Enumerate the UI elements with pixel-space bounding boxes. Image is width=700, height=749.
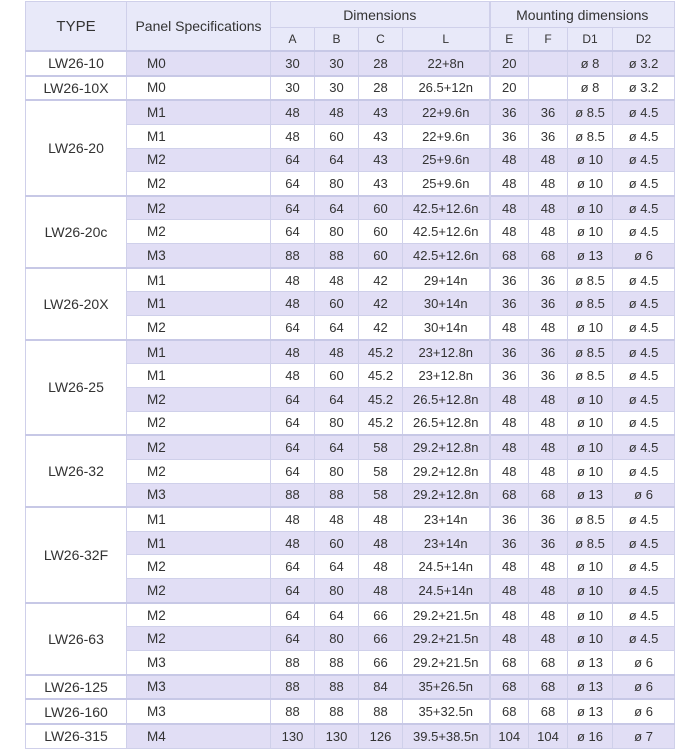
l-cell: 29.2+21.5n [403,627,490,651]
c-cell: 43 [359,100,403,124]
l-cell: 29.2+12.8n [403,459,490,483]
l-cell: 29+14n [403,268,490,292]
type-cell: LW26-10 [26,51,127,76]
f-cell: 48 [529,435,568,459]
panel-cell: M1 [127,124,271,148]
panel-cell: M4 [127,724,271,748]
panel-cell: M0 [127,76,271,101]
d2-cell: ø 4.5 [613,364,675,388]
type-header: TYPE [26,2,127,52]
c-cell: 45.2 [359,387,403,411]
e-cell: 36 [490,364,529,388]
type-cell: LW26-10X [26,76,127,101]
b-cell: 48 [315,507,359,531]
table-row [26,51,675,76]
e-cell: 68 [490,651,529,675]
panel-cell: M2 [127,555,271,579]
e-cell: 36 [490,268,529,292]
b-cell: 48 [315,268,359,292]
f-cell: 68 [529,244,568,268]
f-cell: 48 [529,603,568,627]
d2-cell: ø 4.5 [613,435,675,459]
f-cell: 48 [529,172,568,196]
e-cell: 48 [490,627,529,651]
d1-cell: ø 10 [568,316,613,340]
d1-cell: ø 13 [568,699,613,724]
c-cell: 60 [359,220,403,244]
panel-cell: M2 [127,196,271,220]
panel-cell: M1 [127,507,271,531]
panel-cell: M1 [127,531,271,555]
e-cell: 48 [490,316,529,340]
c-cell: 58 [359,459,403,483]
e-cell: 104 [490,724,529,748]
panel-cell: M2 [127,220,271,244]
d2-cell: ø 4.5 [613,124,675,148]
b-cell: 88 [315,651,359,675]
d2-cell: ø 6 [613,244,675,268]
f-cell: 48 [529,220,568,244]
e-cell: 48 [490,387,529,411]
d1-cell: ø 10 [568,459,613,483]
f-cell: 68 [529,675,568,700]
d2-cell: ø 4.5 [613,316,675,340]
a-cell: 30 [271,51,315,76]
d1-cell: ø 8.5 [568,507,613,531]
d2-cell: ø 4.5 [613,100,675,124]
b-cell: 60 [315,364,359,388]
l-cell: 42.5+12.6n [403,220,490,244]
b-cell: 48 [315,340,359,364]
a-cell: 64 [271,411,315,435]
d1-cell: ø 8.5 [568,364,613,388]
b-cell: 48 [315,100,359,124]
c-cell: 48 [359,531,403,555]
l-cell: 22+8n [403,51,490,76]
d2-cell: ø 4.5 [613,340,675,364]
b-cell: 30 [315,51,359,76]
b-cell: 80 [315,579,359,603]
c-cell: 126 [359,724,403,748]
panel-cell: M0 [127,51,271,76]
l-cell: 23+14n [403,531,490,555]
d1-cell: ø 10 [568,220,613,244]
f-cell: 48 [529,459,568,483]
l-cell: 26.5+12.8n [403,411,490,435]
c-cell: 88 [359,699,403,724]
l-cell: 35+26.5n [403,675,490,700]
f-cell: 48 [529,411,568,435]
col-a-header: A [271,28,315,52]
f-cell: 48 [529,148,568,172]
e-cell: 48 [490,411,529,435]
f-cell: 36 [529,364,568,388]
a-cell: 64 [271,220,315,244]
f-cell: 68 [529,651,568,675]
l-cell: 23+12.8n [403,364,490,388]
a-cell: 88 [271,244,315,268]
f-cell: 48 [529,579,568,603]
a-cell: 130 [271,724,315,748]
f-cell [529,51,568,76]
e-cell: 36 [490,507,529,531]
b-cell: 80 [315,172,359,196]
table-row [26,196,675,220]
c-cell: 28 [359,76,403,101]
panel-cell: M2 [127,435,271,459]
e-cell: 48 [490,196,529,220]
f-cell: 36 [529,531,568,555]
d2-cell: ø 4.5 [613,411,675,435]
c-cell: 45.2 [359,340,403,364]
f-cell: 36 [529,124,568,148]
table-row [26,699,675,724]
table-row [26,340,675,364]
d1-cell: ø 10 [568,603,613,627]
e-cell: 48 [490,435,529,459]
e-cell: 36 [490,531,529,555]
l-cell: 26.5+12n [403,76,490,101]
d1-cell: ø 8.5 [568,100,613,124]
d2-cell: ø 4.5 [613,459,675,483]
panel-cell: M1 [127,340,271,364]
l-cell: 30+14n [403,316,490,340]
panel-cell: M3 [127,244,271,268]
d2-cell: ø 4.5 [613,531,675,555]
l-cell: 22+9.6n [403,100,490,124]
d1-cell: ø 16 [568,724,613,748]
col-f-header: F [529,28,568,52]
table-row [26,268,675,292]
c-cell: 58 [359,435,403,459]
panel-cell: M2 [127,411,271,435]
e-cell: 48 [490,555,529,579]
f-cell: 36 [529,268,568,292]
b-cell: 130 [315,724,359,748]
a-cell: 88 [271,675,315,700]
f-cell: 36 [529,100,568,124]
f-cell: 68 [529,483,568,507]
d1-cell: ø 8 [568,51,613,76]
a-cell: 64 [271,459,315,483]
c-cell: 42 [359,292,403,316]
e-cell: 48 [490,220,529,244]
d2-cell: ø 7 [613,724,675,748]
d1-cell: ø 10 [568,435,613,459]
table-row [26,675,675,700]
l-cell: 25+9.6n [403,148,490,172]
c-cell: 43 [359,148,403,172]
col-b-header: B [315,28,359,52]
panel-cell: M1 [127,292,271,316]
d2-cell: ø 4.5 [613,387,675,411]
e-cell: 48 [490,148,529,172]
e-cell: 20 [490,51,529,76]
panel-cell: M1 [127,364,271,388]
d1-cell: ø 10 [568,172,613,196]
panel-cell: M3 [127,651,271,675]
d2-cell: ø 6 [613,483,675,507]
d2-cell: ø 6 [613,651,675,675]
col-e-header: E [490,28,529,52]
a-cell: 64 [271,435,315,459]
b-cell: 30 [315,76,359,101]
type-cell: LW26-63 [26,603,127,675]
d1-cell: ø 10 [568,555,613,579]
table-row [26,507,675,531]
mounting-header: Mounting dimensions [490,2,675,28]
b-cell: 60 [315,124,359,148]
panel-cell: M3 [127,699,271,724]
a-cell: 64 [271,555,315,579]
f-cell: 68 [529,699,568,724]
panel-cell: M2 [127,459,271,483]
a-cell: 48 [271,124,315,148]
b-cell: 88 [315,675,359,700]
dimensions-header: Dimensions [271,2,490,28]
a-cell: 64 [271,316,315,340]
col-d1-header: D1 [568,28,613,52]
a-cell: 64 [271,172,315,196]
c-cell: 45.2 [359,411,403,435]
d1-cell: ø 8.5 [568,531,613,555]
c-cell: 60 [359,244,403,268]
a-cell: 64 [271,148,315,172]
b-cell: 64 [315,555,359,579]
type-cell: LW26-125 [26,675,127,700]
a-cell: 64 [271,196,315,220]
l-cell: 30+14n [403,292,490,316]
c-cell: 28 [359,51,403,76]
panel-cell: M3 [127,483,271,507]
panel-cell: M1 [127,100,271,124]
d1-cell: ø 13 [568,244,613,268]
l-cell: 29.2+21.5n [403,651,490,675]
d2-cell: ø 4.5 [613,555,675,579]
d1-cell: ø 8.5 [568,124,613,148]
l-cell: 35+32.5n [403,699,490,724]
type-cell: LW26-20X [26,268,127,340]
d2-cell: ø 6 [613,675,675,700]
b-cell: 64 [315,316,359,340]
c-cell: 66 [359,651,403,675]
e-cell: 68 [490,483,529,507]
d2-cell: ø 3.2 [613,51,675,76]
table-row [26,76,675,101]
a-cell: 48 [271,340,315,364]
d1-cell: ø 8 [568,76,613,101]
d1-cell: ø 10 [568,579,613,603]
l-cell: 25+9.6n [403,172,490,196]
panel-cell: M2 [127,148,271,172]
type-cell: LW26-32F [26,507,127,603]
c-cell: 84 [359,675,403,700]
b-cell: 80 [315,220,359,244]
a-cell: 64 [271,579,315,603]
a-cell: 64 [271,387,315,411]
e-cell: 36 [490,340,529,364]
b-cell: 64 [315,387,359,411]
table-row [26,100,675,124]
f-cell: 48 [529,196,568,220]
d1-cell: ø 10 [568,411,613,435]
d2-cell: ø 4.5 [613,579,675,603]
e-cell: 48 [490,172,529,196]
l-cell: 29.2+21.5n [403,603,490,627]
c-cell: 48 [359,507,403,531]
d2-cell: ø 4.5 [613,196,675,220]
l-cell: 26.5+12.8n [403,387,490,411]
panel-cell: M3 [127,675,271,700]
e-cell: 48 [490,579,529,603]
b-cell: 64 [315,603,359,627]
l-cell: 29.2+12.8n [403,435,490,459]
f-cell: 48 [529,555,568,579]
b-cell: 80 [315,411,359,435]
f-cell: 36 [529,340,568,364]
type-cell: LW26-160 [26,699,127,724]
a-cell: 64 [271,627,315,651]
d1-cell: ø 13 [568,651,613,675]
e-cell: 36 [490,292,529,316]
a-cell: 48 [271,100,315,124]
type-cell: LW26-32 [26,435,127,507]
d1-cell: ø 10 [568,627,613,651]
e-cell: 36 [490,124,529,148]
table-row [26,603,675,627]
panel-header: Panel Specifications [127,2,271,52]
d2-cell: ø 4.5 [613,268,675,292]
c-cell: 42 [359,268,403,292]
d2-cell: ø 4.5 [613,220,675,244]
l-cell: 23+14n [403,507,490,531]
e-cell: 48 [490,459,529,483]
d2-cell: ø 4.5 [613,172,675,196]
c-cell: 58 [359,483,403,507]
l-cell: 24.5+14n [403,579,490,603]
a-cell: 88 [271,699,315,724]
b-cell: 80 [315,627,359,651]
f-cell: 36 [529,507,568,531]
d2-cell: ø 4.5 [613,627,675,651]
a-cell: 48 [271,507,315,531]
d1-cell: ø 10 [568,148,613,172]
c-cell: 66 [359,627,403,651]
l-cell: 39.5+38.5n [403,724,490,748]
a-cell: 88 [271,483,315,507]
d2-cell: ø 6 [613,699,675,724]
b-cell: 64 [315,196,359,220]
type-cell: LW26-20 [26,100,127,196]
panel-cell: M2 [127,579,271,603]
e-cell: 20 [490,76,529,101]
e-cell: 68 [490,699,529,724]
f-cell: 36 [529,292,568,316]
b-cell: 60 [315,292,359,316]
col-c-header: C [359,28,403,52]
d1-cell: ø 8.5 [568,292,613,316]
b-cell: 88 [315,483,359,507]
f-cell: 104 [529,724,568,748]
f-cell: 48 [529,316,568,340]
d2-cell: ø 4.5 [613,292,675,316]
c-cell: 48 [359,555,403,579]
d2-cell: ø 4.5 [613,507,675,531]
c-cell: 48 [359,579,403,603]
type-cell: LW26-315 [26,724,127,748]
f-cell: 48 [529,387,568,411]
c-cell: 43 [359,172,403,196]
d1-cell: ø 10 [568,387,613,411]
l-cell: 42.5+12.6n [403,196,490,220]
a-cell: 48 [271,292,315,316]
d1-cell: ø 13 [568,483,613,507]
panel-cell: M2 [127,172,271,196]
type-cell: LW26-25 [26,340,127,436]
d1-cell: ø 8.5 [568,268,613,292]
b-cell: 60 [315,531,359,555]
b-cell: 88 [315,244,359,268]
d2-cell: ø 3.2 [613,76,675,101]
e-cell: 68 [490,675,529,700]
panel-cell: M2 [127,316,271,340]
c-cell: 66 [359,603,403,627]
panel-cell: M1 [127,268,271,292]
b-cell: 80 [315,459,359,483]
table-row [26,724,675,748]
specifications-table [25,1,675,749]
type-cell: LW26-20c [26,196,127,268]
e-cell: 68 [490,244,529,268]
b-cell: 64 [315,435,359,459]
a-cell: 30 [271,76,315,101]
a-cell: 88 [271,651,315,675]
l-cell: 24.5+14n [403,555,490,579]
l-cell: 22+9.6n [403,124,490,148]
d1-cell: ø 8.5 [568,340,613,364]
a-cell: 48 [271,364,315,388]
c-cell: 60 [359,196,403,220]
d1-cell: ø 13 [568,675,613,700]
c-cell: 45.2 [359,364,403,388]
panel-cell: M2 [127,387,271,411]
table-row [26,435,675,459]
c-cell: 42 [359,316,403,340]
l-cell: 42.5+12.6n [403,244,490,268]
l-cell: 29.2+12.8n [403,483,490,507]
panel-cell: M2 [127,603,271,627]
a-cell: 64 [271,603,315,627]
d2-cell: ø 4.5 [613,148,675,172]
e-cell: 36 [490,100,529,124]
f-cell: 48 [529,627,568,651]
d2-cell: ø 4.5 [613,603,675,627]
e-cell: 48 [490,603,529,627]
col-d2-header: D2 [613,28,675,52]
l-cell: 23+12.8n [403,340,490,364]
d1-cell: ø 10 [568,196,613,220]
panel-cell: M2 [127,627,271,651]
a-cell: 48 [271,268,315,292]
b-cell: 88 [315,699,359,724]
b-cell: 64 [315,148,359,172]
header-row [26,2,675,28]
f-cell [529,76,568,101]
col-l-header: L [403,28,490,52]
c-cell: 43 [359,124,403,148]
a-cell: 48 [271,531,315,555]
